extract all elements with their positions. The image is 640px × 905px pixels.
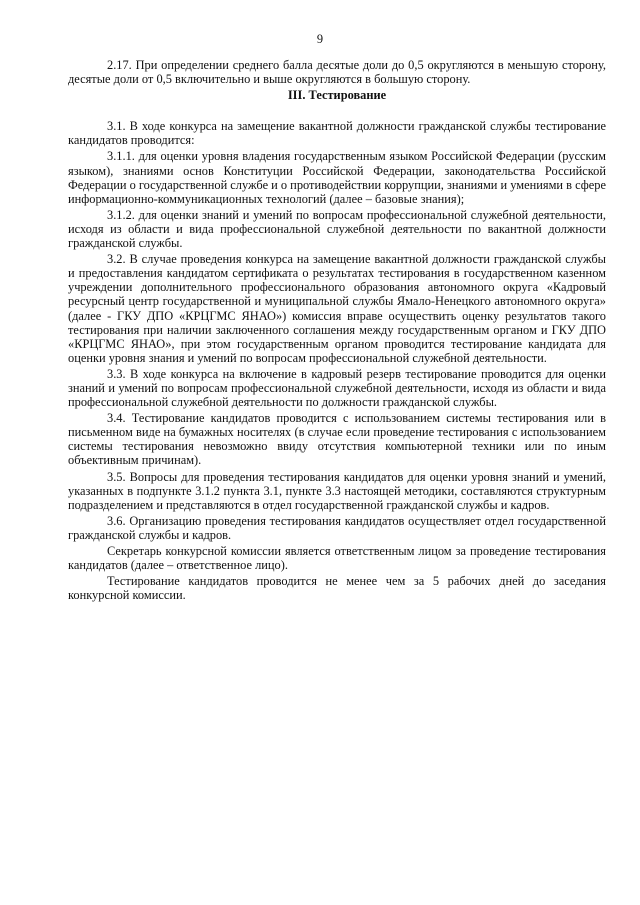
paragraph-3-4: 3.4. Тестирование кандидатов проводится с использованием системы тестирования или в письменном виде на бумажных носителях (в случае если проведение тестирования с использованием системы тестирования невозможно ввиду отсутствия компьютерной техники или по иным объективным причинам). [68, 411, 606, 468]
paragraph-3-1-2: 3.1.2. для оценки знаний и умений по вопросам профессиональной служебной деятельности, исходя из области и вида профессиональной служебной деятельности по вакантной должности гражданской службы. [68, 207, 606, 251]
document-body [68, 58, 606, 602]
page-number: 9 [316, 32, 324, 46]
paragraph-3-1-1: 3.1.1. для оценки уровня владения государственным языком Российской Федерации (русским языком), знаниями основ Конституции Российской Федерации, законодательства Российской Федерации о государственной службе и о противодействии коррупции, знаниями и умениями в сфере информационно-коммуникационных технологий (далее – базовые знания); [68, 149, 606, 206]
paragraph-secretary: Секретарь конкурсной комиссии является ответственным лицом за проведение тестирования кандидатов (далее – ответственное лицо). [68, 544, 606, 573]
paragraph-3-3: 3.3. В ходе конкурса на включение в кадровый резерв тестирование проводится для оценки знаний и умений по вопросам профессиональной служебной деятельности, исходя из области и вида профессиональной служебной деятельности по должности гражданской службы. [68, 366, 606, 410]
paragraph-3-6: 3.6. Организацию проведения тестирования кандидатов осуществляет отдел государственной гражданской службы и кадров. [68, 513, 606, 542]
paragraph-3-2: 3.2. В случае проведения конкурса на замещение вакантной должности гражданской службы и предоставления кандидатом сертификата о результатах тестирования в государственном казенном учреждении дополнительного профессионального образования автономного округа «Кадровый ресурсный центр государственной и муниципальной службы Ямало-Ненецкого автономного округа» (далее - ГКУ ДПО «КРЦГМС ЯНАО») комиссия вправе осуществить оценку результатов такого тестирования при наличии заключенного соглашения между государственным органом и ГКУ ДПО «КРЦГМС ЯНАО», при этом государственным органом проводится тестирование кандидата для оценки уровня знания и умений по вопросам профессиональной служебной деятельности. [68, 252, 606, 365]
paragraph-2-17: 2.17. При определении среднего балла десятые доли до 0,5 округляются в меньшую сторону, десятые доли от 0,5 включительно и выше округляются в большую сторону. [68, 58, 606, 87]
paragraph-timing: Тестирование кандидатов проводится не менее чем за 5 рабочих дней до заседания конкурсной комиссии. [68, 574, 606, 603]
paragraph-3-5: 3.5. Вопросы для проведения тестирования кандидатов для оценки уровня знаний и умений, указанных в подпункте 3.1.2 пункта 3.1, пункте 3.3 настоящей методики, составляются структурным подразделением и представляются в отдел государственной гражданской службы и кадров. [68, 469, 606, 512]
section-title: III. Тестирование [287, 88, 387, 103]
paragraph-3-1: 3.1. В ходе конкурса на замещение вакантной должности гражданской службы тестирование кандидатов проводится: [68, 119, 606, 148]
